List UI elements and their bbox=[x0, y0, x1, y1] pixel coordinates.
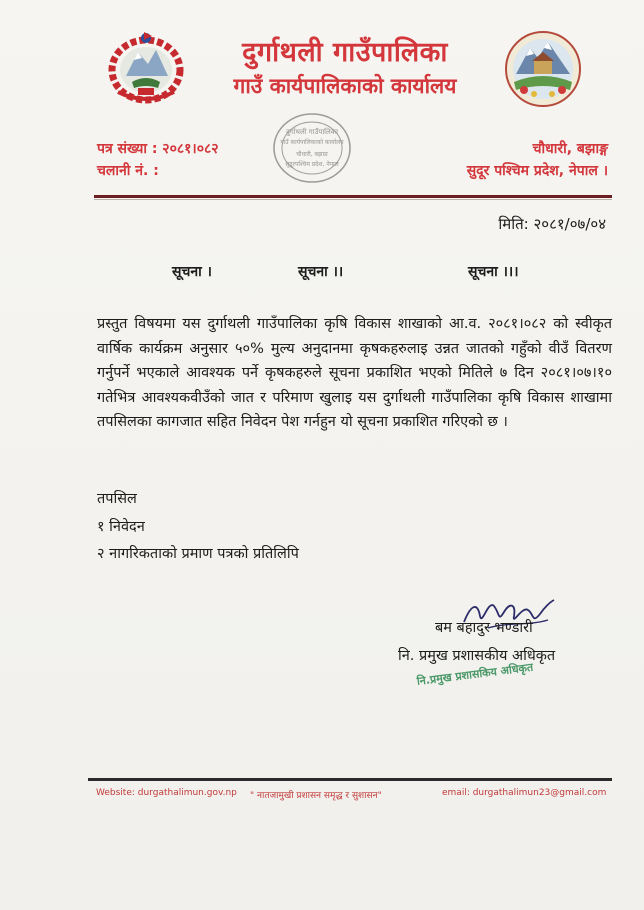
tapsil-item: २ नागरिकताको प्रमाण पत्रको प्रतिलिपि bbox=[97, 546, 299, 562]
footer-website[interactable]: Website: durgathalimun.gov.np bbox=[96, 788, 237, 798]
municipality-title: दुर्गाथली गाउँपालिका bbox=[242, 37, 448, 68]
office-subtitle: गाउँ कार्यपालिकाको कार्यालय bbox=[233, 74, 457, 98]
letter-date: मिति: २०८१/०७/०४ bbox=[498, 215, 606, 233]
footer-divider bbox=[88, 778, 612, 781]
signatory-post: नि. प्रमुख प्रशासकीय अधिकृत bbox=[398, 648, 556, 664]
stamp-line-2: गाउँ कार्यपालिकाको कार्यालय bbox=[280, 139, 344, 146]
footer-email[interactable]: email: durgathalimun23@gmail.com bbox=[442, 788, 607, 798]
office-stamp-icon bbox=[268, 108, 356, 188]
notice-body: प्रस्तुत विषयमा यस दुर्गाथली गाउँपालिका कृषि विकास शाखाको आ.व. २०८१।०८२ को स्वीकृत वार्षिक कार्यक्रम अनुसार ५०% मुल्य अनुदानमा कृषकहरुलाइ उन्नत जातको गहुँको वीउँ वितरण गर्नुपर्ने भएकाले आवश्यक पर्ने कृषकहरुले सूचना प्रकाशित भएको मितिले ७ दिन २०८१।०७।१० गतेभित्र आवश्यकवीउँको जात र परिमाण खुलाइ यस दुर्गाथली गाउँपालिका कृषि विकास शाखामा तपसिलका कागजात सहित निवेदन पेश गर्नहुन यो सूचना प्रकाशित गरिएको छ । bbox=[97, 316, 612, 430]
letter-number: पत्र संख्या : २०८१।०८२ bbox=[97, 141, 219, 157]
nepal-government-emblem-icon bbox=[104, 30, 188, 106]
header-divider-thin bbox=[94, 199, 612, 200]
stamp-line-3: चौधारी, बझाङ bbox=[296, 151, 328, 158]
designation-stamp: नि.प्रमुख प्रशासकिय अधिकृत bbox=[416, 660, 534, 688]
address-line-1: चौधारी, बझाङ्ग bbox=[532, 141, 608, 157]
tapsil-item: १ निवेदन bbox=[97, 519, 145, 535]
signatory-name: बम बहादुर भण्डारी bbox=[435, 620, 533, 636]
stamp-line-4: सुदूरपश्चिम प्रदेश, नेपाल bbox=[285, 161, 339, 168]
notice-heading-3: सूचना ।।। bbox=[468, 264, 519, 280]
header-divider bbox=[94, 195, 612, 198]
address-line-2: सुदूर पश्चिम प्रदेश, नेपाल । bbox=[466, 163, 608, 179]
notice-heading-1: सूचना । bbox=[172, 264, 212, 280]
dispatch-number: चलानी नं. : bbox=[97, 163, 159, 179]
tapsil-heading: तपसिल bbox=[97, 491, 137, 507]
municipality-logo-icon bbox=[504, 30, 582, 108]
address-block bbox=[467, 138, 608, 182]
reference-block bbox=[97, 138, 219, 182]
stamp-line-1: दुर्गाथली गाउँपालिका bbox=[286, 128, 338, 136]
notice-heading-2: सूचना ।। bbox=[298, 264, 344, 280]
footer-motto: " नातजामुखी प्रशासन समृद्ध र सुशासन" bbox=[250, 791, 382, 801]
